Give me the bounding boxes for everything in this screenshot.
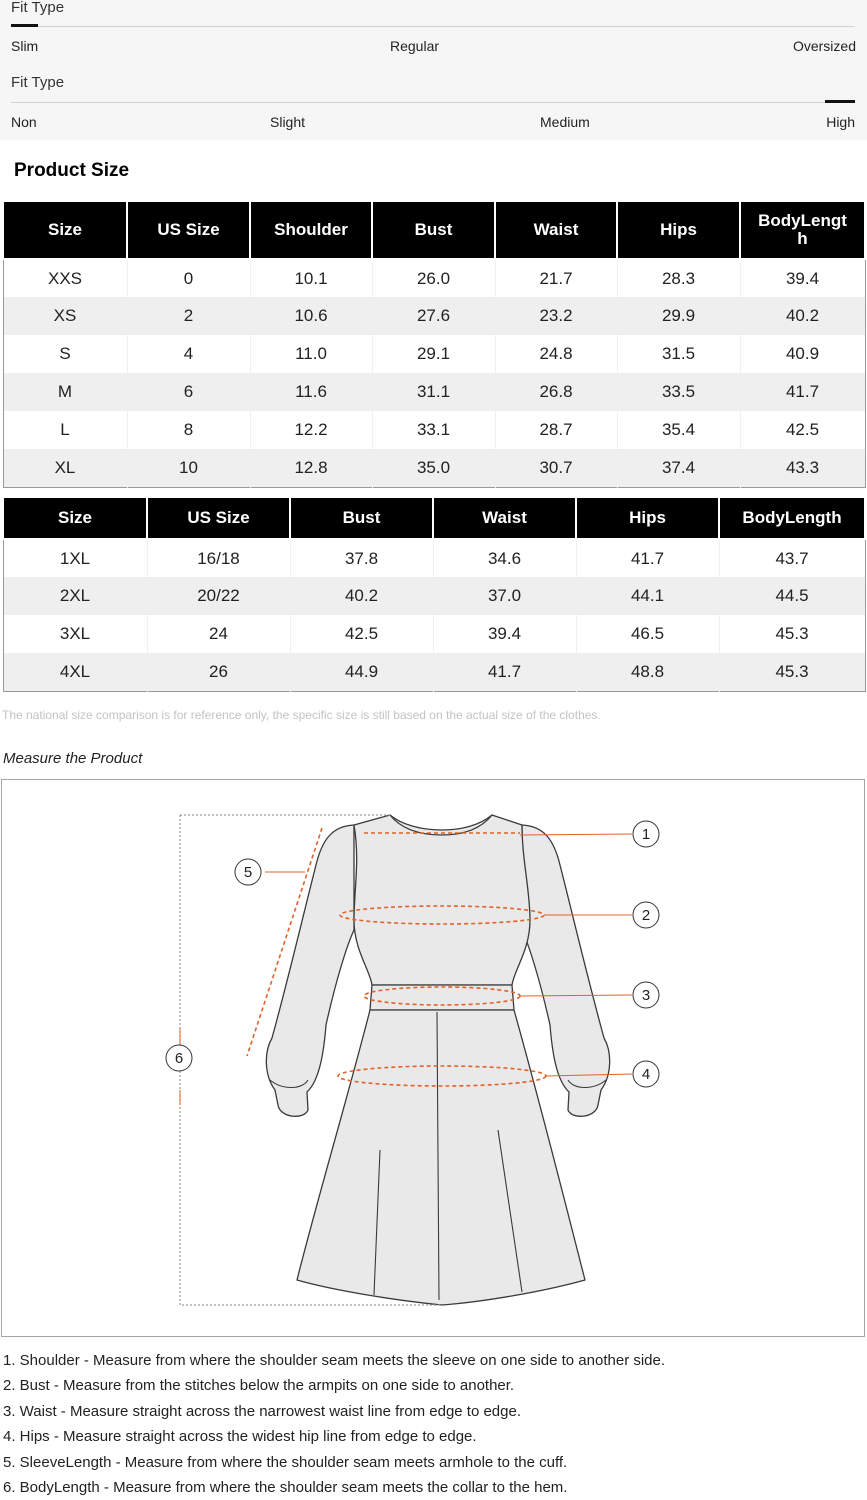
header-cell: Size [3, 497, 147, 539]
table-cell: 26 [147, 653, 290, 691]
header-cell: Waist [433, 497, 576, 539]
table-cell: 35.4 [617, 411, 740, 449]
table-cell: 12.2 [250, 411, 372, 449]
table-cell: 33.1 [372, 411, 495, 449]
table-cell: 4XL [3, 653, 147, 691]
table-cell: M [3, 373, 127, 411]
fit-type-stretch [0, 64, 867, 140]
table-cell: 26.0 [372, 259, 495, 297]
table-cell: 11.0 [250, 335, 372, 373]
dress-illustration [2, 780, 864, 1336]
table-cell: 4 [127, 335, 250, 373]
table-row [3, 259, 865, 297]
right-sleeve [522, 825, 610, 1116]
table-cell: 12.8 [250, 449, 372, 487]
table-cell: 3XL [3, 615, 147, 653]
table-cell: 10.6 [250, 297, 372, 335]
table-header-row [3, 201, 865, 259]
left-sleeve [266, 825, 354, 1116]
table-cell: 35.0 [372, 449, 495, 487]
table-cell: L [3, 411, 127, 449]
instruction-body-length: 6. BodyLength - Measure from where the shoulder seam meets the collar to the hem. [3, 1479, 568, 1496]
table-row [3, 615, 865, 653]
table-cell: 26.8 [495, 373, 617, 411]
table-row [3, 411, 865, 449]
table-row [3, 539, 865, 577]
fit-option-medium: Medium [540, 114, 590, 130]
instruction-bust: 2. Bust - Measure from the stitches below the armpits on one side to another. [3, 1377, 515, 1394]
header-cell: Shoulder [250, 201, 372, 259]
measure-diagram [1, 779, 865, 1337]
table-cell: 24 [147, 615, 290, 653]
fit-type-selected-marker [825, 100, 855, 103]
header-cell: Bust [290, 497, 433, 539]
fit-option-slight: Slight [270, 114, 306, 130]
table-cell: 42.5 [740, 411, 865, 449]
header-cell: Bust [372, 201, 495, 259]
table-cell: 29.1 [372, 335, 495, 373]
header-cell: Waist [495, 201, 617, 259]
table-cell: 28.3 [617, 259, 740, 297]
size-table-plus [2, 496, 866, 692]
table-cell: 41.7 [740, 373, 865, 411]
table-cell: 41.7 [433, 653, 576, 691]
table-cell: 41.7 [576, 539, 719, 577]
table-row [3, 297, 865, 335]
dress-skirt [297, 1010, 585, 1305]
table-cell: 29.9 [617, 297, 740, 335]
fit-option-oversized: Oversized [792, 38, 856, 54]
fit-option-slim: Slim [11, 38, 39, 54]
marker-6: 6 [174, 1050, 184, 1067]
table-cell: 44.5 [719, 577, 865, 615]
instruction-hips: 4. Hips - Measure straight across the widest hip line from edge to edge. [3, 1428, 477, 1445]
fit-type-track [11, 26, 855, 27]
table-row [3, 335, 865, 373]
table-cell: S [3, 335, 127, 373]
table-cell: 37.8 [290, 539, 433, 577]
table-cell: XXS [3, 259, 127, 297]
table-cell: 39.4 [433, 615, 576, 653]
table-cell: 2 [127, 297, 250, 335]
fit-type-slim-regular [0, 0, 867, 64]
table-cell: 16/18 [147, 539, 290, 577]
table-cell: 30.7 [495, 449, 617, 487]
table-cell: 21.7 [495, 259, 617, 297]
table-cell: 34.6 [433, 539, 576, 577]
table-cell: 20/22 [147, 577, 290, 615]
table-row [3, 373, 865, 411]
table-cell: 11.6 [250, 373, 372, 411]
table-cell: 10 [127, 449, 250, 487]
table-cell: 23.2 [495, 297, 617, 335]
marker-2: 2 [641, 907, 651, 924]
header-cell: Size [3, 201, 127, 259]
fit-type-selected-marker [11, 24, 38, 27]
instruction-sleeve-length: 5. SleeveLength - Measure from where the shoulder seam meets armhole to the cuff. [3, 1454, 568, 1471]
table-cell: 40.2 [290, 577, 433, 615]
product-size-title: Product Size [14, 160, 130, 181]
table-cell: 43.3 [740, 449, 865, 487]
table-cell: 40.2 [740, 297, 865, 335]
header-cell: US Size [147, 497, 290, 539]
table-cell: XL [3, 449, 127, 487]
fit-option-high: High [826, 114, 855, 130]
header-cell: US Size [127, 201, 250, 259]
fit-type-title: Fit Type [11, 0, 65, 16]
instruction-shoulder: 1. Shoulder - Measure from where the shoulder seam meets the sleeve on one side to another side. [3, 1352, 666, 1369]
table-cell: 45.3 [719, 653, 865, 691]
size-table-regular [2, 200, 866, 488]
header-cell: Hips [576, 497, 719, 539]
table-cell: 39.4 [740, 259, 865, 297]
fit-type-track [11, 102, 855, 103]
table-cell: 2XL [3, 577, 147, 615]
table-cell: 24.8 [495, 335, 617, 373]
table-cell: 42.5 [290, 615, 433, 653]
fit-option-non: Non [11, 114, 37, 130]
table-row [3, 449, 865, 487]
marker-5: 5 [243, 864, 253, 881]
table-cell: 37.4 [617, 449, 740, 487]
instruction-waist: 3. Waist - Measure straight across the narrowest waist line from edge to edge. [3, 1403, 522, 1420]
marker-1: 1 [641, 826, 651, 843]
marker-4: 4 [641, 1066, 651, 1083]
header-cell: Hips [617, 201, 740, 259]
header-cell: BodyLength [719, 497, 865, 539]
table-cell: 27.6 [372, 297, 495, 335]
table-cell: 37.0 [433, 577, 576, 615]
table-cell: 6 [127, 373, 250, 411]
fit-type-title: Fit Type [11, 74, 65, 91]
fit-option-regular: Regular [390, 38, 440, 54]
table-cell: 43.7 [719, 539, 865, 577]
size-reference-note: The national size comparison is for reference only, the specific size is still based on the actual size of the clothes. [2, 708, 601, 722]
table-cell: XS [3, 297, 127, 335]
table-cell: 1XL [3, 539, 147, 577]
table-row [3, 577, 865, 615]
table-cell: 33.5 [617, 373, 740, 411]
table-cell: 44.9 [290, 653, 433, 691]
table-cell: 28.7 [495, 411, 617, 449]
measure-title: Measure the Product [3, 750, 143, 767]
table-cell: 46.5 [576, 615, 719, 653]
table-cell: 45.3 [719, 615, 865, 653]
marker-3: 3 [641, 987, 651, 1004]
header-cell: BodyLengt h [740, 201, 865, 259]
table-cell: 10.1 [250, 259, 372, 297]
table-cell: 48.8 [576, 653, 719, 691]
table-row [3, 653, 865, 691]
table-cell: 44.1 [576, 577, 719, 615]
dress-bodice [354, 815, 530, 985]
table-cell: 40.9 [740, 335, 865, 373]
table-cell: 31.1 [372, 373, 495, 411]
table-header-row [3, 497, 865, 539]
table-cell: 0 [127, 259, 250, 297]
table-cell: 31.5 [617, 335, 740, 373]
table-cell: 8 [127, 411, 250, 449]
